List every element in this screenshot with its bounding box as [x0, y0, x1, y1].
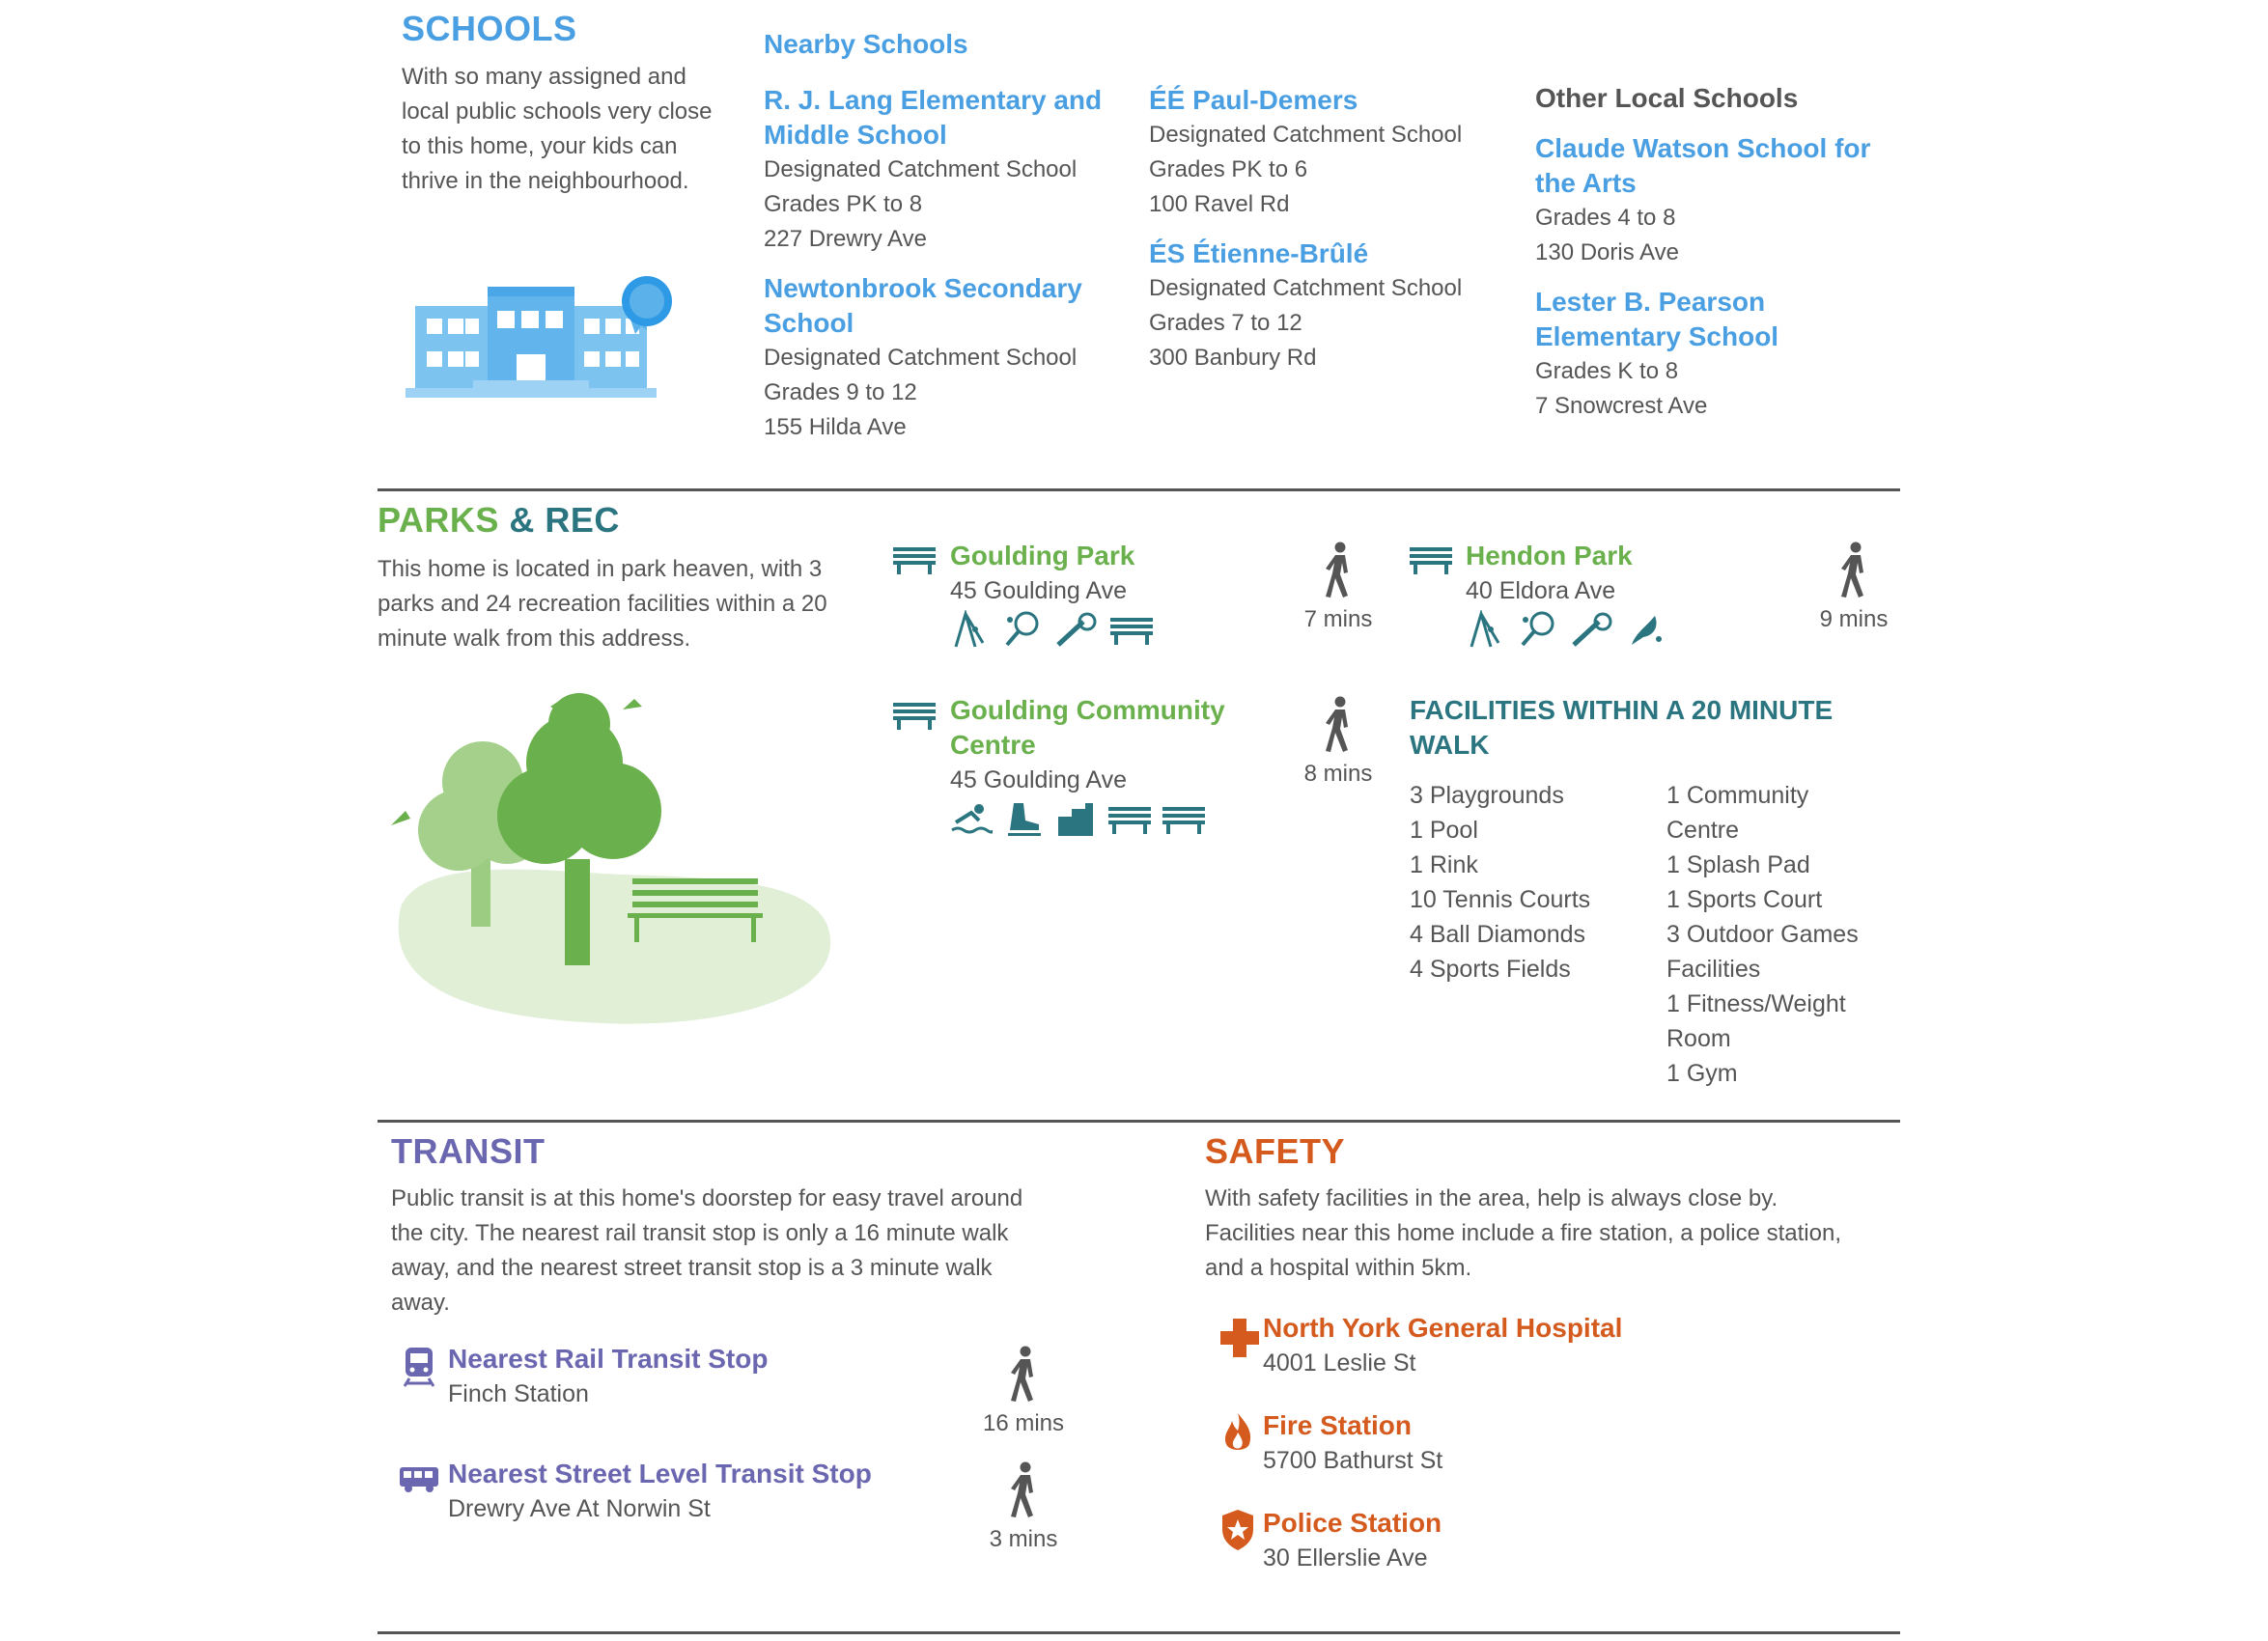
- bench-icon: [1162, 805, 1205, 834]
- transit-stop-name: Drewry Ave At Norwin St: [448, 1495, 711, 1522]
- park-address: 45 Goulding Ave: [950, 577, 1128, 604]
- school-card: [1149, 83, 1516, 222]
- transit-stop-label[interactable]: Nearest Street Level Transit Stop: [448, 1459, 872, 1488]
- school-address: 130 Doris Ave: [1535, 239, 1679, 265]
- school-type: Designated Catchment School: [764, 156, 1078, 182]
- walk-time-label: 3 mins: [989, 1526, 1058, 1552]
- park-amenities: [1466, 610, 1665, 649]
- section-divider: [378, 488, 1900, 491]
- walk-time-label: 7 mins: [1303, 606, 1373, 632]
- walk-time-label: 16 mins: [982, 1410, 1065, 1436]
- parks-description: This home is located in park heaven, with 3 parks and 24 recreation facilities within a 20 minute walk from this address.: [378, 556, 827, 652]
- park-name[interactable]: Goulding Community Centre: [950, 695, 1225, 760]
- walking-person-icon: [1834, 541, 1873, 600]
- facilities-list-col1: [1410, 778, 1651, 987]
- transit-stop: [448, 1457, 950, 1526]
- bus-icon: [398, 1465, 440, 1494]
- safety-place-address: 5700 Bathurst St: [1263, 1447, 1443, 1474]
- safety-title: SAFETY: [1205, 1131, 1346, 1171]
- parks-title-part1: PARKS: [378, 500, 499, 540]
- nearby-schools-heading: Nearby Schools: [764, 29, 968, 59]
- facility-item: 10 Tennis Courts: [1410, 886, 1591, 913]
- bench-icon: [893, 545, 936, 574]
- schools-description: With so many assigned and local public schools very close to this home, your kids can thrive in the neighbourhood.: [402, 64, 713, 194]
- park-name[interactable]: Goulding Park: [950, 541, 1135, 570]
- facility-item: 4 Ball Diamonds: [1410, 921, 1586, 948]
- safety-description: With safety facilities in the area, help is always close by. Facilities near this home include a fire station, a police station, and a hospital within 5km.: [1205, 1185, 1842, 1281]
- school-grades: Grades PK to 6: [1149, 156, 1308, 182]
- park-name[interactable]: Hendon Park: [1466, 541, 1633, 570]
- school-name[interactable]: ÉÉ Paul-Demers: [1149, 85, 1358, 115]
- walk-time-label: 9 mins: [1819, 606, 1889, 632]
- hospital-cross-icon: [1218, 1317, 1261, 1359]
- walking-person-icon: [1004, 1460, 1043, 1520]
- school-address: 155 Hilda Ave: [764, 414, 907, 440]
- school-address: 7 Snowcrest Ave: [1535, 393, 1708, 419]
- facility-item: 1 Pool: [1410, 817, 1478, 844]
- safety-place-name[interactable]: North York General Hospital: [1263, 1313, 1623, 1343]
- rink-icon: [1004, 799, 1043, 838]
- school-type: Designated Catchment School: [1149, 122, 1463, 148]
- walk-time-label: 8 mins: [1303, 761, 1373, 787]
- school-address: 300 Banbury Rd: [1149, 345, 1317, 371]
- walk-time: [1796, 541, 1912, 633]
- park-illustration: [381, 685, 845, 1033]
- transit-stop: [448, 1342, 950, 1411]
- fire-icon: [1220, 1411, 1255, 1456]
- park-card: [950, 693, 1259, 797]
- facility-item: 1 Splash Pad: [1666, 851, 1810, 878]
- facility-item: 3 Outdoor Games Facilities: [1666, 921, 1859, 983]
- park-card: [950, 539, 1278, 608]
- facilities-list-col2: [1666, 778, 1879, 1091]
- police-badge-icon: [1218, 1508, 1257, 1552]
- parks-title-part2: & REC: [509, 500, 620, 540]
- facility-item: 1 Gym: [1666, 1060, 1738, 1087]
- school-building-illustration: [406, 272, 686, 407]
- school-name[interactable]: Claude Watson School for the Arts: [1535, 133, 1871, 198]
- school-grades: Grades PK to 8: [764, 191, 923, 217]
- school-name[interactable]: R. J. Lang Elementary and Middle School: [764, 85, 1103, 150]
- facility-item: 1 Fitness/Weight Room: [1666, 990, 1846, 1052]
- safety-place-name[interactable]: Police Station: [1263, 1508, 1442, 1538]
- safety-place-address: 30 Ellerslie Ave: [1263, 1544, 1428, 1571]
- walk-time: [966, 1345, 1081, 1437]
- facility-item: 1 Rink: [1410, 851, 1478, 878]
- school-name[interactable]: Lester B. Pearson Elementary School: [1535, 287, 1779, 351]
- walking-person-icon: [1319, 695, 1358, 755]
- train-icon: [402, 1346, 436, 1388]
- safety-place-address: 4001 Leslie St: [1263, 1349, 1416, 1377]
- facility-item: 1 Community Centre: [1666, 782, 1809, 844]
- splash-pad-icon: [1626, 610, 1665, 649]
- school-card: [1149, 236, 1516, 375]
- safety-place: [1263, 1408, 1765, 1478]
- school-card: [764, 83, 1121, 257]
- facility-item: 1 Sports Court: [1666, 886, 1823, 913]
- school-grades: Grades 7 to 12: [1149, 310, 1302, 336]
- community-centre-icon: [1054, 799, 1097, 838]
- school-card: [764, 271, 1121, 445]
- facility-item: 3 Playgrounds: [1410, 782, 1564, 809]
- transit-stop-name: Finch Station: [448, 1380, 589, 1407]
- bench-icon: [1410, 545, 1452, 574]
- section-divider: [378, 1120, 1900, 1123]
- safety-place: [1263, 1311, 1765, 1380]
- park-address: 40 Eldora Ave: [1466, 577, 1616, 604]
- tennis-icon: [1518, 610, 1556, 649]
- transit-title: TRANSIT: [391, 1131, 546, 1171]
- bench-icon: [1110, 616, 1153, 645]
- facility-item: 4 Sports Fields: [1410, 956, 1571, 983]
- pool-icon: [950, 799, 993, 838]
- walking-person-icon: [1319, 541, 1358, 600]
- school-card: [1535, 285, 1892, 424]
- school-grades: Grades 9 to 12: [764, 379, 917, 405]
- ball-diamond-icon: [1570, 610, 1612, 649]
- school-address: 100 Ravel Rd: [1149, 191, 1290, 217]
- school-name[interactable]: Newtonbrook Secondary School: [764, 273, 1082, 338]
- playground-icon: [1466, 610, 1504, 649]
- school-grades: Grades 4 to 8: [1535, 205, 1676, 231]
- walk-time: [966, 1460, 1081, 1553]
- walking-person-icon: [1004, 1345, 1043, 1405]
- school-type: Designated Catchment School: [764, 345, 1078, 371]
- safety-place: [1263, 1506, 1765, 1575]
- school-type: Designated Catchment School: [1149, 275, 1463, 301]
- school-name[interactable]: ÉS Étienne-Brûlé: [1149, 238, 1369, 268]
- other-schools-heading: Other Local Schools: [1535, 83, 1799, 113]
- transit-description: Public transit is at this home's doorstep for easy travel around the city. The nearest rail transit stop is only a 16 minute walk away, and the nearest street transit stop is a 3 minute walk away.: [391, 1185, 1023, 1316]
- schools-title: SCHOOLS: [402, 9, 577, 48]
- park-amenities: [950, 610, 1153, 649]
- facilities-heading: FACILITIES WITHIN A 20 MINUTE WALK: [1410, 695, 1834, 760]
- school-card: [1535, 131, 1892, 270]
- ball-diamond-icon: [1054, 610, 1097, 649]
- walk-time: [1280, 695, 1396, 788]
- playground-icon: [950, 610, 989, 649]
- parks-title: [378, 501, 620, 540]
- safety-place-name[interactable]: Fire Station: [1263, 1410, 1413, 1440]
- park-card: [1466, 539, 1794, 608]
- bench-icon: [893, 701, 936, 730]
- school-grades: Grades K to 8: [1535, 358, 1679, 384]
- tennis-icon: [1002, 610, 1041, 649]
- park-amenities: [950, 799, 1205, 838]
- park-address: 45 Goulding Ave: [950, 766, 1128, 793]
- section-divider: [378, 1631, 1900, 1634]
- bench-icon: [1108, 805, 1151, 834]
- walk-time: [1280, 541, 1396, 633]
- transit-stop-label[interactable]: Nearest Rail Transit Stop: [448, 1344, 769, 1374]
- school-address: 227 Drewry Ave: [764, 226, 927, 252]
